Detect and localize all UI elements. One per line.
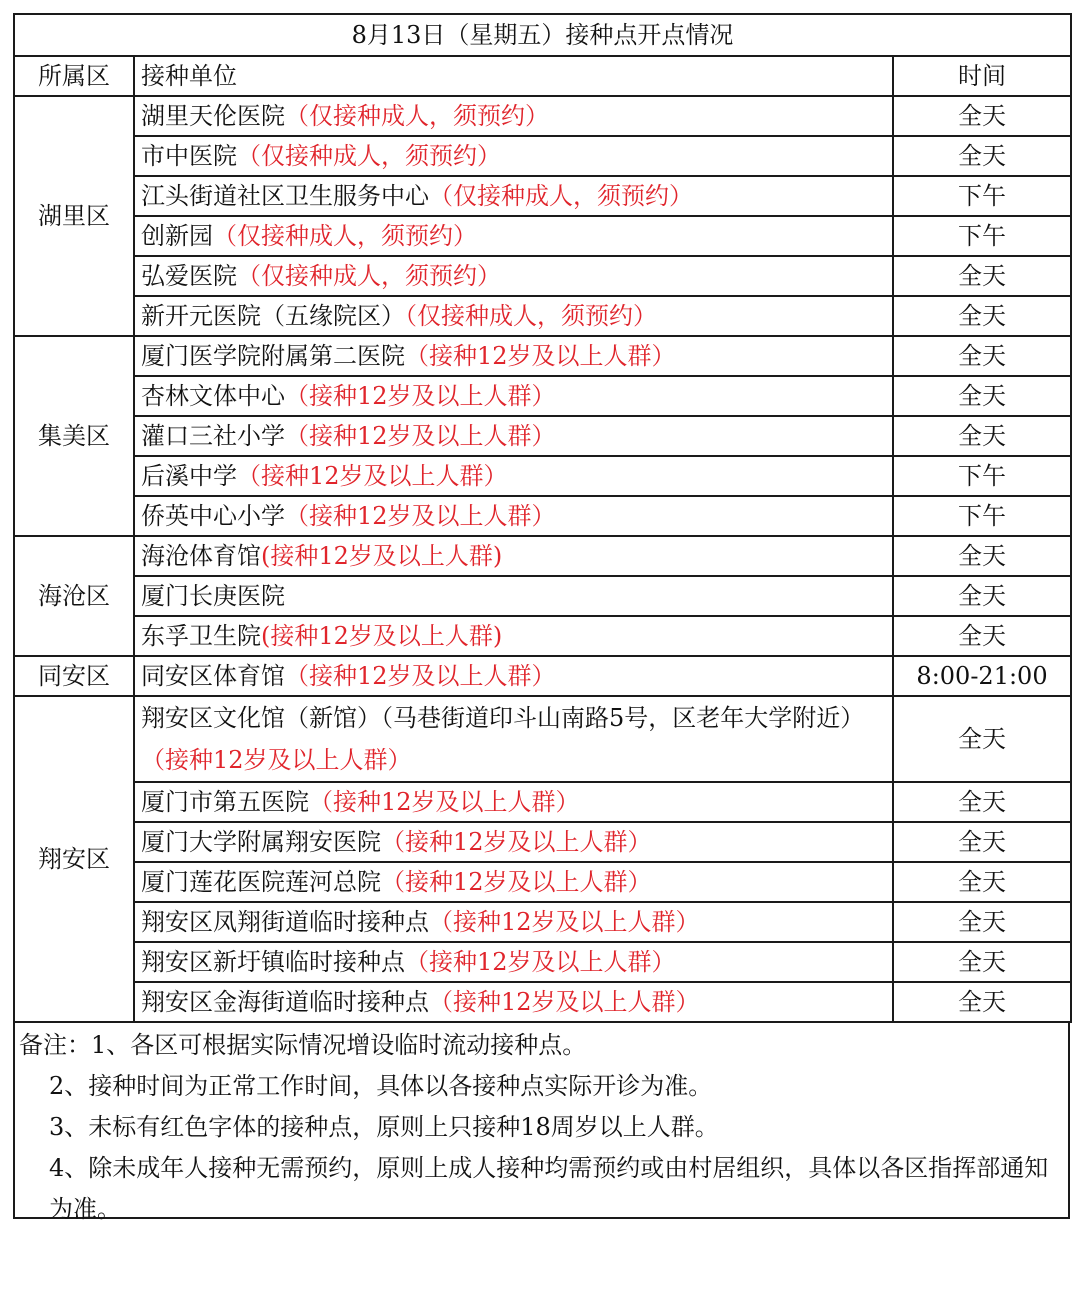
time-cell: 全天	[893, 416, 1071, 456]
table-row	[14, 216, 1071, 256]
site-cell	[134, 136, 893, 176]
site-cell	[134, 216, 893, 256]
site-name: 厦门长庚医院	[141, 582, 285, 610]
schedule-table	[13, 13, 1072, 1023]
time-cell: 全天	[893, 822, 1071, 862]
eligibility-note: （仅接种成人，须预约）	[285, 102, 549, 130]
table-row	[14, 982, 1071, 1022]
table-row	[14, 176, 1071, 216]
site-name: 杏林文体中心	[141, 382, 285, 410]
time-cell: 全天	[893, 296, 1071, 336]
site-cell	[134, 616, 893, 656]
eligibility-note: （接种12岁及以上人群）	[285, 382, 556, 410]
header-row	[14, 56, 1071, 96]
table-row	[14, 576, 1071, 616]
eligibility-note: （接种12岁及以上人群）	[141, 746, 412, 774]
note-line: 3、未标有红色字体的接种点，原则上只接种18周岁以上人群。	[49, 1113, 719, 1141]
table-row	[14, 256, 1071, 296]
district-cell: 翔安区	[14, 696, 134, 1022]
time-cell: 下午	[893, 456, 1071, 496]
site-name: 后溪中学	[141, 462, 237, 490]
site-name: 东孚卫生院	[141, 622, 261, 650]
site-cell	[134, 256, 893, 296]
site-name: 灌口三社小学	[141, 422, 285, 450]
time-cell: 全天	[893, 782, 1071, 822]
eligibility-note: （接种12岁及以上人群）	[285, 422, 556, 450]
time-cell: 全天	[893, 136, 1071, 176]
site-name: 同安区体育馆	[141, 662, 285, 690]
notes-section	[13, 1023, 1070, 1223]
table-row	[14, 782, 1071, 822]
site-cell	[134, 416, 893, 456]
table-row	[14, 416, 1071, 456]
eligibility-note: （接种12岁及以上人群）	[381, 828, 652, 856]
eligibility-note: （仅接种成人，须预约）	[237, 142, 501, 170]
district-cell: 集美区	[14, 336, 134, 536]
site-name: 厦门莲花医院莲河总院	[141, 868, 381, 896]
table-row	[14, 136, 1071, 176]
table-row	[14, 902, 1071, 942]
site-cell	[134, 982, 893, 1022]
table-row	[14, 616, 1071, 656]
header-district: 所属区	[14, 56, 134, 96]
time-cell: 8:00-21:00	[893, 656, 1071, 696]
table-row	[14, 496, 1071, 536]
title-row	[14, 14, 1071, 56]
table-row	[14, 296, 1071, 336]
site-cell	[134, 96, 893, 136]
site-name: 翔安区凤翔街道临时接种点	[141, 908, 429, 936]
eligibility-note: （接种12岁及以上人群）	[285, 502, 556, 530]
site-cell	[134, 942, 893, 982]
time-cell: 全天	[893, 902, 1071, 942]
time-cell: 全天	[893, 96, 1071, 136]
note-line: 4、除未成年人接种无需预约，原则上成人接种均需预约或由村居组织，具体以各区指挥部通知为准。	[49, 1154, 1049, 1223]
time-cell: 下午	[893, 216, 1071, 256]
eligibility-note: （仅接种成人，须预约）	[237, 262, 501, 290]
site-name: 弘爱医院	[141, 262, 237, 290]
site-name: 厦门医学院附属第二医院	[141, 342, 405, 370]
table-row	[14, 96, 1071, 136]
site-cell	[134, 576, 893, 616]
eligibility-note: (接种12岁及以上人群)	[261, 542, 503, 570]
eligibility-note: （接种12岁及以上人群）	[429, 908, 700, 936]
vaccination-schedule-document	[13, 13, 1070, 1223]
time-cell: 全天	[893, 336, 1071, 376]
site-cell	[134, 496, 893, 536]
site-name: 海沧体育馆	[141, 542, 261, 570]
time-cell: 全天	[893, 982, 1071, 1022]
district-cell: 湖里区	[14, 96, 134, 336]
table-row	[14, 696, 1071, 782]
site-name: 江头街道社区卫生服务中心	[141, 182, 429, 210]
table-row	[14, 376, 1071, 416]
eligibility-note: （接种12岁及以上人群）	[381, 868, 652, 896]
eligibility-note: （接种12岁及以上人群）	[285, 662, 556, 690]
site-cell	[134, 782, 893, 822]
table-row	[14, 456, 1071, 496]
site-cell	[134, 862, 893, 902]
site-cell	[134, 822, 893, 862]
site-name: 侨英中心小学	[141, 502, 285, 530]
eligibility-note: （接种12岁及以上人群）	[405, 948, 676, 976]
note-line: 2、接种时间为正常工作时间，具体以各接种点实际开诊为准。	[49, 1072, 713, 1100]
time-cell: 全天	[893, 376, 1071, 416]
site-name: 翔安区文化馆（新馆）（马巷街道印斗山南路5号，区老年大学附近）	[141, 704, 865, 732]
eligibility-note: （仅接种成人，须预约）	[429, 182, 693, 210]
site-name: 厦门市第五医院	[141, 788, 309, 816]
site-cell	[134, 902, 893, 942]
site-cell	[134, 456, 893, 496]
site-name: 创新园	[141, 222, 213, 250]
header-time: 时间	[893, 56, 1071, 96]
site-cell	[134, 656, 893, 696]
site-cell	[134, 376, 893, 416]
table-row	[14, 822, 1071, 862]
site-name: 新开元医院（五缘院区）	[141, 302, 405, 330]
table-row	[14, 536, 1071, 576]
table-row	[14, 656, 1071, 696]
site-cell	[134, 176, 893, 216]
header-site: 接种单位	[134, 56, 893, 96]
site-cell	[134, 336, 893, 376]
time-cell: 全天	[893, 536, 1071, 576]
eligibility-note: （接种12岁及以上人群）	[237, 462, 508, 490]
table-row	[14, 942, 1071, 982]
district-cell: 同安区	[14, 656, 134, 696]
time-cell: 下午	[893, 176, 1071, 216]
site-name: 厦门大学附属翔安医院	[141, 828, 381, 856]
eligibility-note: （仅接种成人，须预约）	[405, 302, 657, 330]
site-cell	[134, 296, 893, 336]
time-cell: 全天	[893, 696, 1071, 782]
time-cell: 全天	[893, 862, 1071, 902]
table-row	[14, 862, 1071, 902]
eligibility-note: （接种12岁及以上人群）	[405, 342, 676, 370]
time-cell: 全天	[893, 256, 1071, 296]
time-cell: 全天	[893, 616, 1071, 656]
site-name: 翔安区新圩镇临时接种点	[141, 948, 405, 976]
site-name: 市中医院	[141, 142, 237, 170]
note-line: 备注：1、各区可根据实际情况增设临时流动接种点。	[19, 1031, 587, 1059]
site-cell	[134, 696, 893, 782]
site-cell	[134, 536, 893, 576]
table-row	[14, 336, 1071, 376]
site-name: 湖里天伦医院	[141, 102, 285, 130]
eligibility-note: （仅接种成人，须预约）	[213, 222, 477, 250]
eligibility-note: （接种12岁及以上人群）	[429, 988, 700, 1016]
table-title: 8月13日（星期五）接种点开点情况	[14, 14, 1071, 56]
time-cell: 全天	[893, 942, 1071, 982]
time-cell: 下午	[893, 496, 1071, 536]
site-name: 翔安区金海街道临时接种点	[141, 988, 429, 1016]
time-cell: 全天	[893, 576, 1071, 616]
eligibility-note: （接种12岁及以上人群）	[309, 788, 580, 816]
district-cell: 海沧区	[14, 536, 134, 656]
eligibility-note: (接种12岁及以上人群)	[261, 622, 503, 650]
